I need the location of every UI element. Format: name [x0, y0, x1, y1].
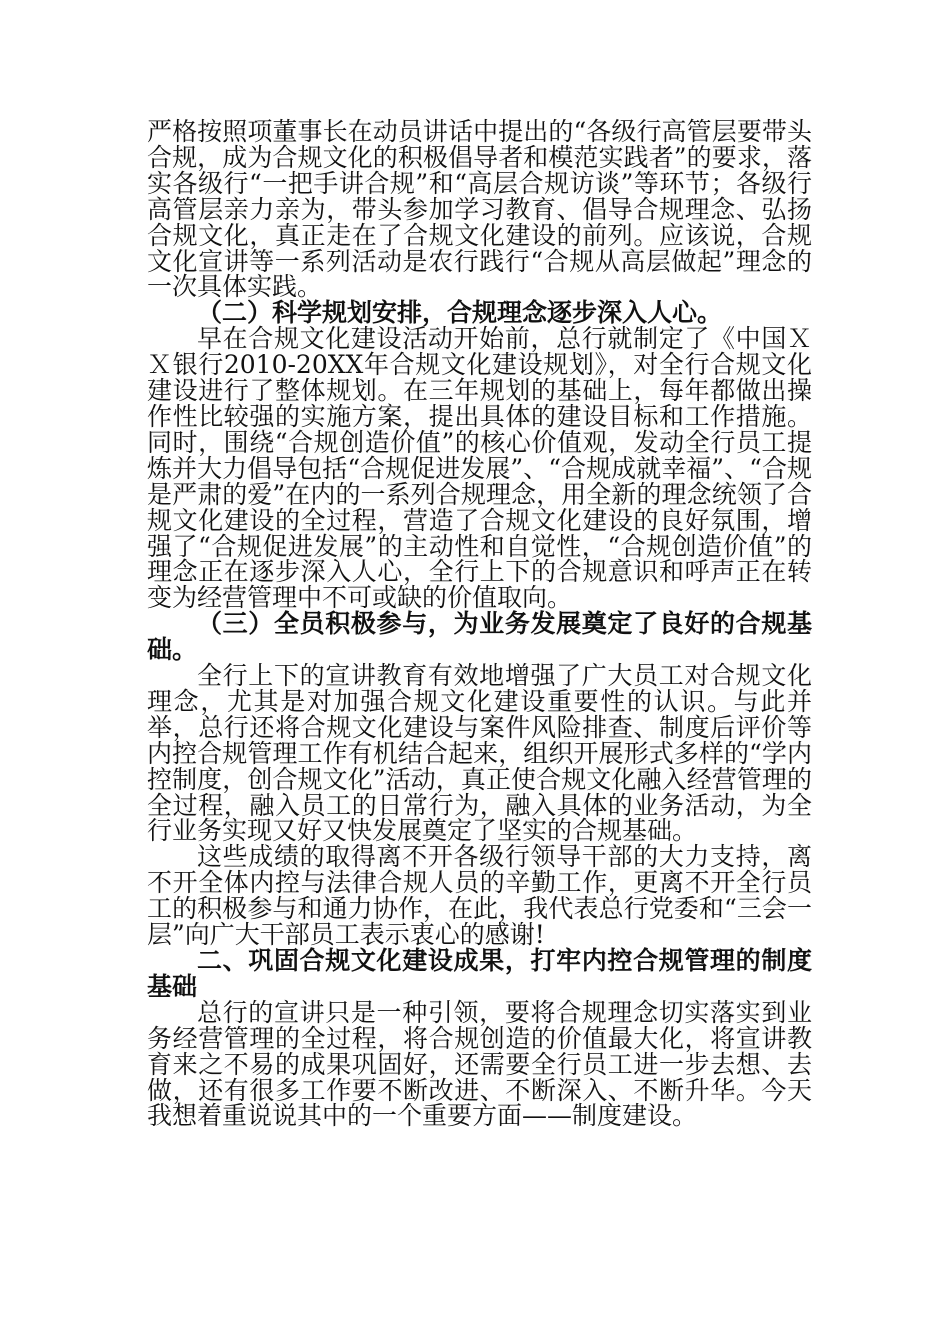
paragraph-intro: 严格按照项董事长在动员讲话中提出的“各级行高管层要带头合规，成为合规文化的积极倡导者和模范实践者”的要求，落实各级行“一把手讲合规”和“高层合规访谈”等环节；各级行高管层亲力亲为，带头参加学习教育、倡导合规理念、弘扬合规文化，真正走在了合规文化建设的前列。应该说，合规文化宣讲等一系列活动是农行践行“合规从高层做起”理念的一次具体实践。 [147, 117, 812, 302]
document-page [147, 119, 812, 1129]
paragraph-participation: 全行上下的宣讲教育有效地增强了广大员工对合规文化理念，尤其是对加强合规文化建设重要性的认识。与此并举，总行还将合规文化建设与案件风险排查、制度后评价等内控合规管理工作有机结合起来，组织开展形式多样的“学内控制度，创合规文化”活动，真正使合规文化融入经营管理的全过程，融入员工的日常行为，融入具体的业务活动，为全行业务实现又好又快发展奠定了坚实的合规基础。 [147, 661, 812, 846]
paragraph-thanks: 这些成绩的取得离不开各级行领导干部的大力支持，离不开全体内控与法律合规人员的辛勤工作，更离不开全行员工的积极参与和通力协作，在此，我代表总行党委和“三会一层”向广大干部员工表示衷心的感谢! [147, 842, 812, 950]
section-heading-3: （三）全员积极参与，为业务发展奠定了良好的合规基础。 [147, 609, 812, 665]
paragraph-planning: 早在合规文化建设活动开始前，总行就制定了《中国ＸＸ银行2010-20XX年合规文化建设规划》，对全行合规文化建设进行了整体规划。在三年规划的基础上，每年都做出操作性比较强的实施方案，提出具体的建设目标和工作措施。同时，围绕“合规创造价值”的核心价值观，发动全行员工提炼并大力倡导包括“合规促进发展”、“合规成就幸福”、“合规是严肃的爱”在内的一系列合规理念，用全新的理念统领了合规文化建设的全过程，营造了合规文化建设的良好氛围，增强了“合规促进发展”的主动性和自觉性，“合规创造价值”的理念正在逐步深入人心，全行上下的合规意识和呼声正在转变为经营管理中不可或缺的价值取向。 [147, 324, 812, 613]
chapter-heading-2: 二、巩固合规文化建设成果，打牢内控合规管理的制度基础 [147, 946, 812, 1001]
paragraph-system-building: 总行的宣讲只是一种引领，要将合规理念切实落实到业务经营管理的全过程，将合规创造的价值最大化，将宣讲教育来之不易的成果巩固好，还需要全行员工进一步去想、去做，还有很多工作要不断改进、不断深入、不断升华。今天我想着重说说其中的一个重要方面——制度建设。 [147, 997, 812, 1131]
section-heading-2: （二）科学规划安排，合规理念逐步深入人心。 [197, 298, 723, 328]
